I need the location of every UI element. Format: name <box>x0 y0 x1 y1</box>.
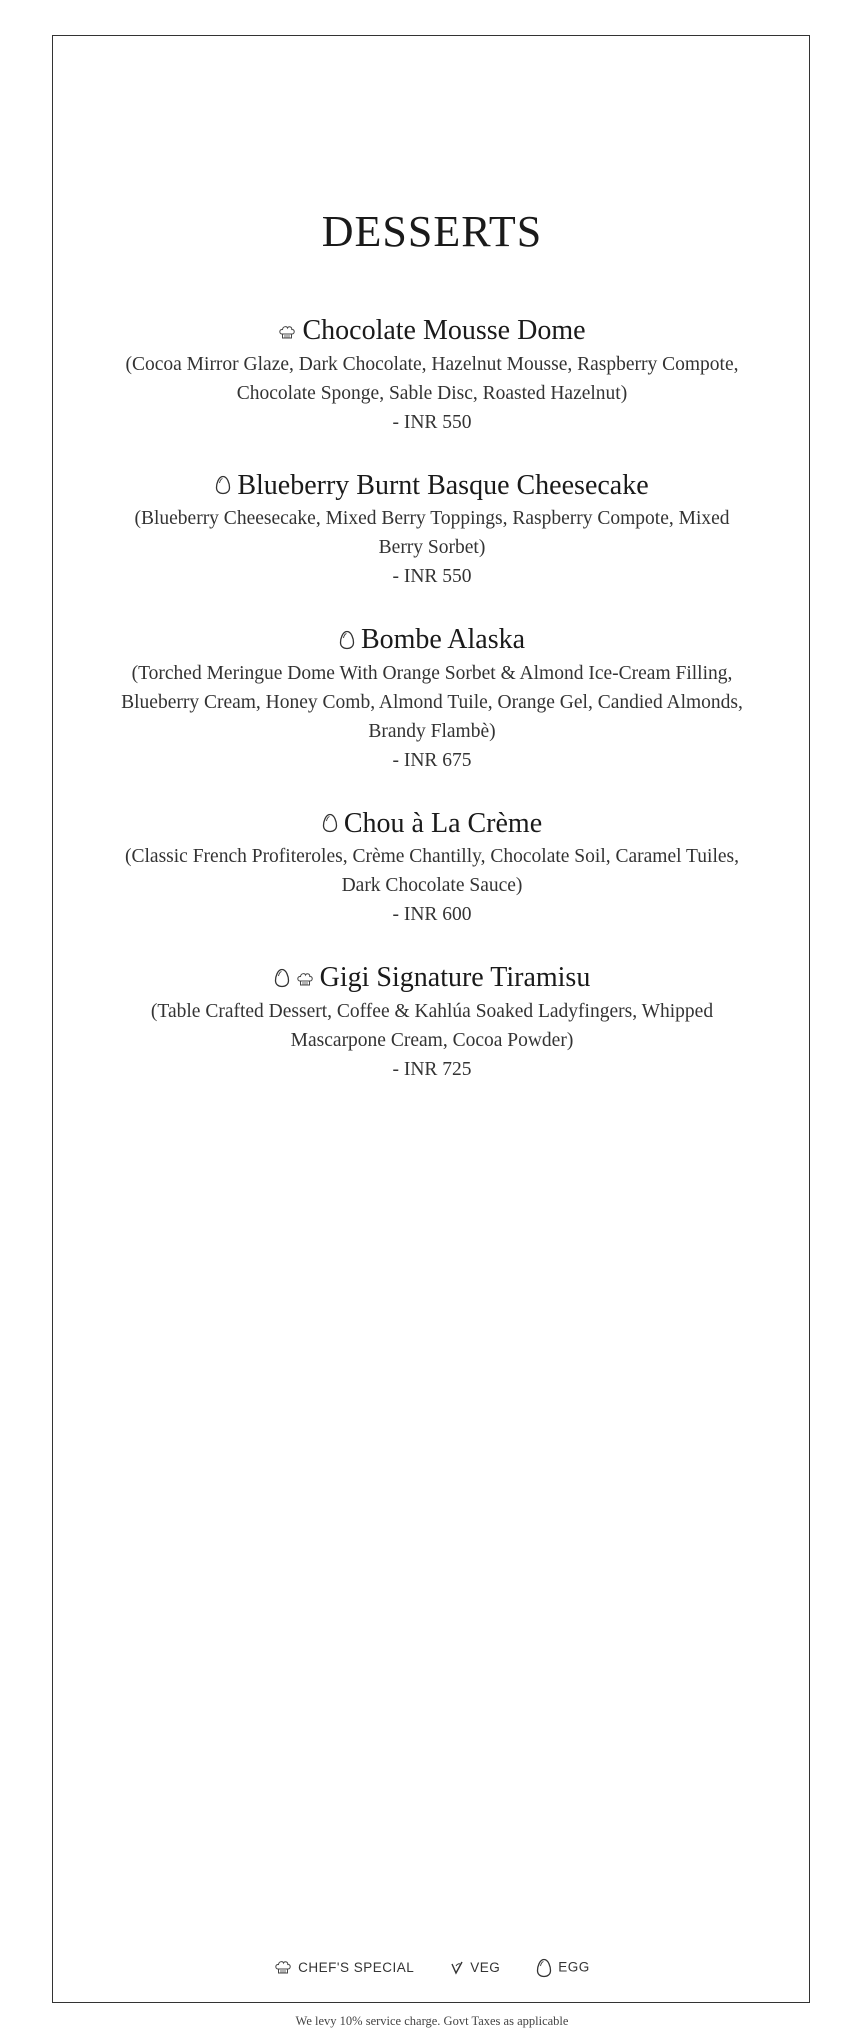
veg-icon <box>450 1960 470 1975</box>
dessert-list <box>0 314 864 1116</box>
menu-item-name <box>112 807 752 843</box>
menu-item-name <box>112 961 752 997</box>
egg-icon <box>322 808 338 842</box>
menu-item <box>112 469 752 592</box>
menu-item <box>112 807 752 930</box>
menu-item <box>112 314 752 437</box>
menu-item-title: Bombe Alaska <box>360 624 526 656</box>
menu-item-description: (Blueberry Cheesecake, Mixed Berry Toppings, Raspberry Compote, Mixed Berry Sorbet) <box>134 508 730 559</box>
menu-item <box>112 961 752 1084</box>
egg-icon <box>274 963 290 997</box>
menu-item-title: Blueberry Burnt Basque Cheesecake <box>237 469 649 501</box>
menu-item-description: (Classic French Profiteroles, Crème Chantilly, Chocolate Soil, Caramel Tuiles, Dark Chocolate Sauce) <box>125 846 739 897</box>
menu-item-title: Chou à La Crème <box>343 807 543 839</box>
menu-item-title: Chocolate Mousse Dome <box>302 315 586 346</box>
egg-icon <box>339 625 355 659</box>
legend-item <box>450 1960 500 1975</box>
legend-label: CHEF'S SPECIAL <box>298 1959 415 1975</box>
chef-hat-icon <box>274 1960 298 1975</box>
egg-icon <box>215 470 231 504</box>
menu-item-description: (Cocoa Mirror Glaze, Dark Chocolate, Hazelnut Mousse, Raspberry Compote, Chocolate Sponge, Sable Disc, Roasted Hazelnut) <box>125 353 739 404</box>
menu-item <box>112 623 752 775</box>
menu-item-price: - INR 600 <box>392 904 472 926</box>
legend-label: VEG <box>470 1959 501 1975</box>
chef-hat-icon <box>296 963 314 997</box>
menu-item-name <box>112 623 752 659</box>
menu-item-name <box>112 314 752 350</box>
menu-item-description: (Table Crafted Dessert, Coffee & Kahlúa Soaked Ladyfingers, Whipped Mascarpone Cream, Cocoa Powder) <box>150 1000 714 1051</box>
egg-icon <box>536 1960 558 1975</box>
legend-item <box>274 1960 414 1976</box>
legend-label: EGG <box>558 1959 590 1975</box>
menu-item-title: Gigi Signature Tiramisu <box>319 962 591 994</box>
chef-hat-icon <box>278 316 296 350</box>
legend-item <box>536 1958 590 1978</box>
service-charge-note: We levy 10% service charge. Govt Taxes as applicable <box>295 2014 569 2028</box>
legend <box>0 1958 864 1978</box>
menu-item-price: - INR 675 <box>392 749 472 771</box>
menu-item-price: - INR 550 <box>392 411 472 433</box>
menu-item-description: (Torched Meringue Dome With Orange Sorbet & Almond Ice-Cream Filling, Blueberry Cream, Honey Comb, Almond Tuile, Orange Gel, Candied Almonds, Brandy Flambè) <box>121 662 743 742</box>
menu-item-price: - INR 550 <box>392 566 472 588</box>
page-title: DESSERTS <box>321 207 543 256</box>
menu-item-price: - INR 725 <box>392 1058 472 1080</box>
menu-item-name <box>112 469 752 505</box>
